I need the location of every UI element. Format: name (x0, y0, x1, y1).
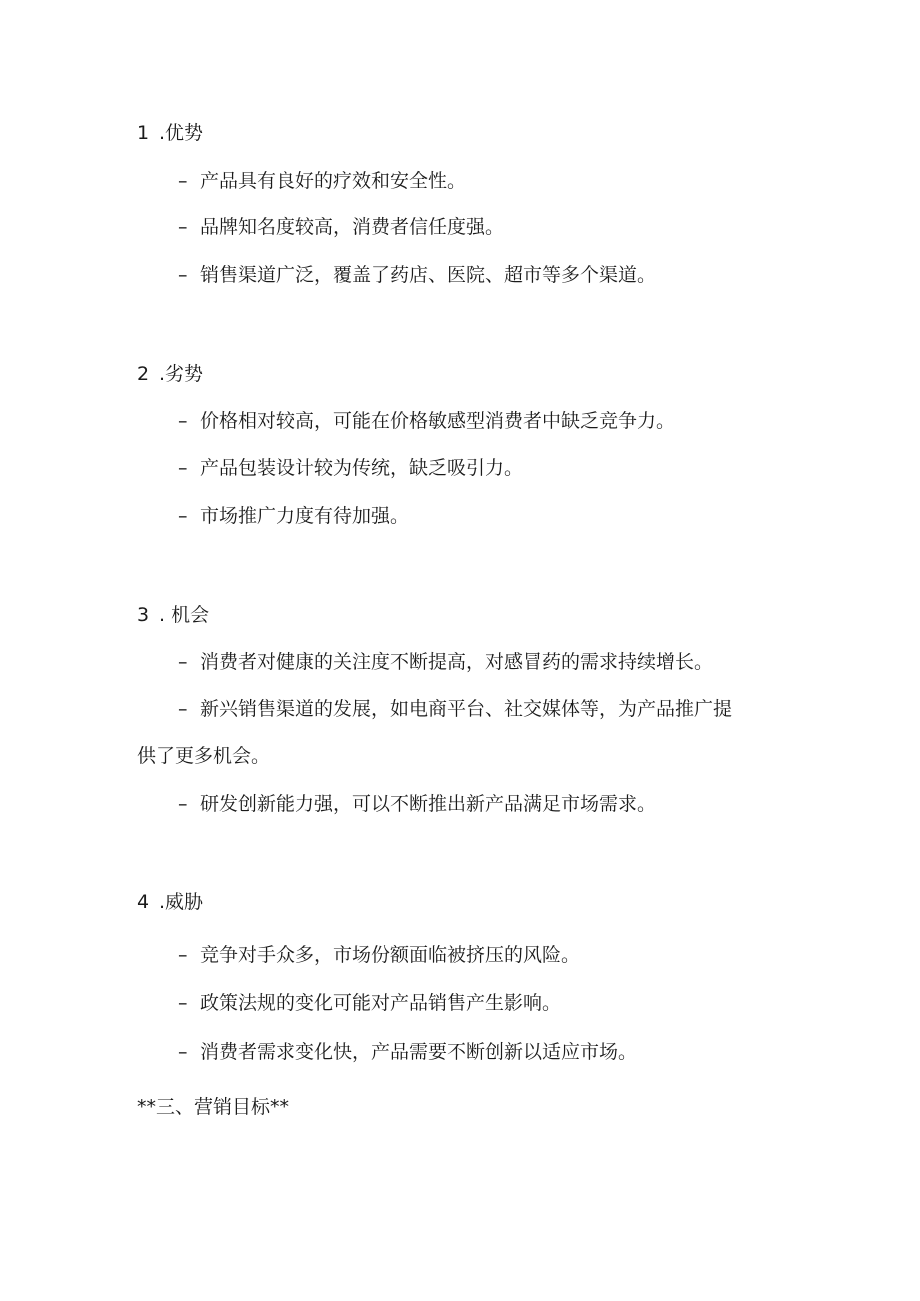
section-number: 3 (137, 604, 150, 626)
section-title: .优势 (159, 122, 204, 144)
list-item-continuation (137, 744, 270, 768)
list-item-text: 消费者需求变化快，产品需要不断创新以适应市场。 (200, 1041, 638, 1063)
section-title: .威胁 (159, 891, 204, 913)
section-number: 4 (137, 891, 150, 913)
dash-bullet: – (178, 505, 188, 527)
section-number: 2 (137, 363, 150, 385)
list-item-text: 新兴销售渠道的发展，如电商平台、社交媒体等，为产品推广提 (200, 698, 733, 720)
section-heading-opportunities (137, 603, 209, 627)
list-item-text: 产品具有良好的疗效和安全性。 (200, 170, 467, 192)
list-item (178, 792, 656, 816)
dash-bullet: – (178, 170, 188, 192)
list-item (178, 504, 409, 528)
list-item-text: 消费者对健康的关注度不断提高，对感冒药的需求持续增长。 (200, 651, 714, 673)
list-item (178, 456, 523, 480)
section-heading-weaknesses (137, 362, 203, 386)
section-title: . 机会 (159, 604, 210, 626)
dash-bullet: – (178, 944, 188, 966)
list-item-text: 品牌知名度较高，消费者信任度强。 (200, 216, 505, 238)
dash-bullet: – (178, 457, 188, 479)
section-heading-threats (137, 890, 203, 914)
section-number: 1 (137, 122, 150, 144)
list-item-text: 市场推广力度有待加强。 (200, 505, 410, 527)
list-item-text: 产品包装设计较为传统，缺乏吸引力。 (200, 457, 524, 479)
section-heading-strengths (137, 121, 203, 145)
dash-bullet: – (178, 651, 188, 673)
dash-bullet: – (178, 698, 188, 720)
section-title: .劣势 (159, 363, 204, 385)
list-item-text: 研发创新能力强，可以不断推出新产品满足市场需求。 (200, 793, 657, 815)
list-item (178, 409, 675, 433)
dash-bullet: – (178, 264, 188, 286)
list-item (178, 650, 713, 674)
dash-bullet: – (178, 1041, 188, 1063)
list-item (178, 991, 561, 1015)
list-item-text: 供了更多机会。 (137, 745, 271, 767)
list-item-text: 价格相对较高，可能在价格敏感型消费者中缺乏竞争力。 (200, 410, 676, 432)
list-item (178, 1040, 637, 1064)
dash-bullet: – (178, 410, 188, 432)
list-item-text: 销售渠道广泛，覆盖了药店、医院、超市等多个渠道。 (200, 264, 657, 286)
dash-bullet: – (178, 992, 188, 1014)
list-item (178, 697, 732, 721)
dash-bullet: – (178, 216, 188, 238)
list-item (178, 943, 580, 967)
list-item (178, 263, 656, 287)
list-item (178, 169, 466, 193)
list-item-text: 竞争对手众多，市场份额面临被挤压的风险。 (200, 944, 581, 966)
marketing-goals-heading: **三、营销目标** (137, 1096, 290, 1118)
list-item-text: 政策法规的变化可能对产品销售产生影响。 (200, 992, 562, 1014)
list-item (178, 215, 504, 239)
dash-bullet: – (178, 793, 188, 815)
